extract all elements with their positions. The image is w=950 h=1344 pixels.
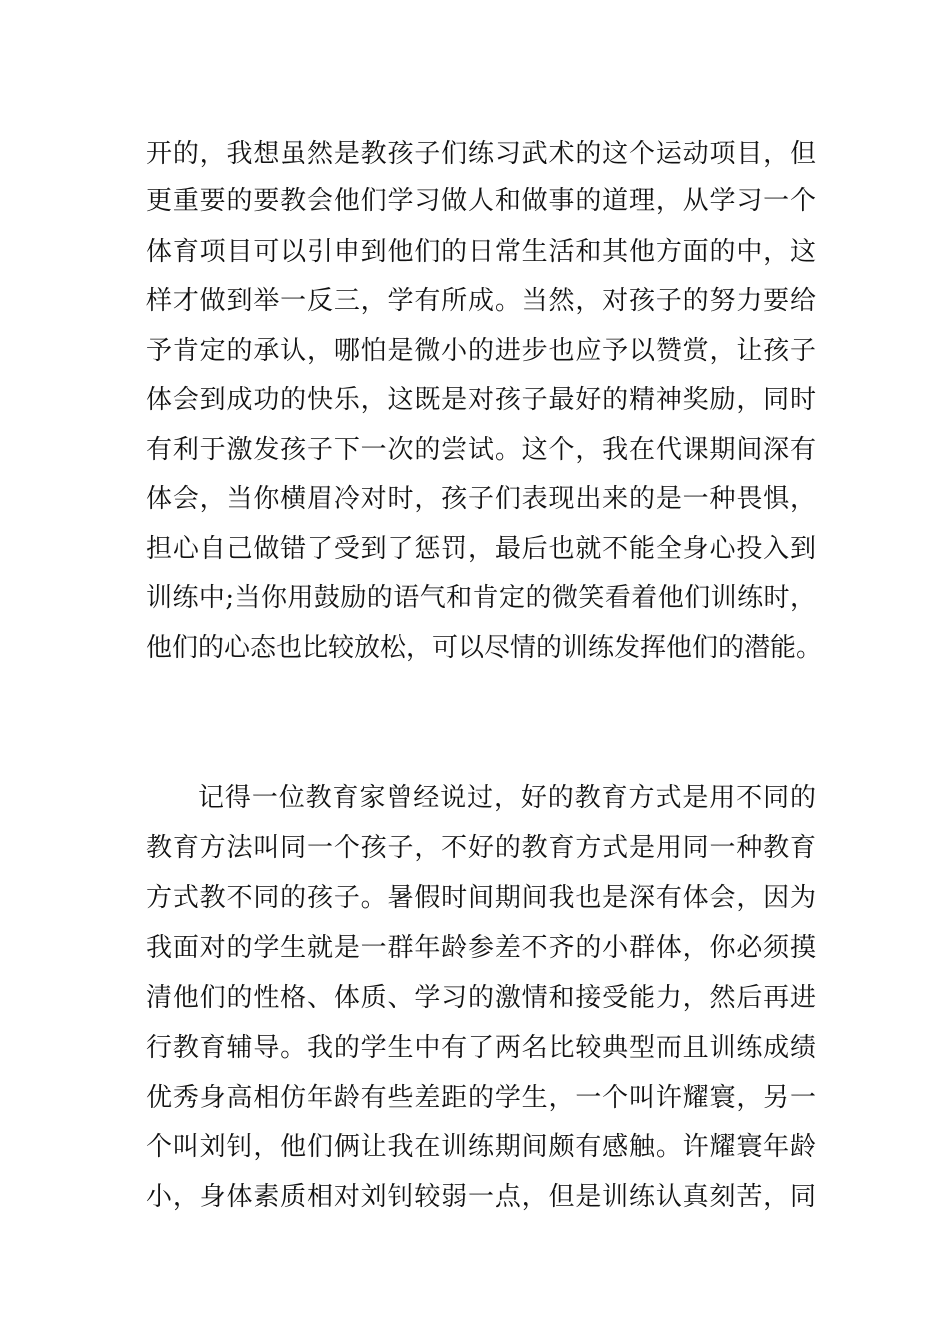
paragraph-line: 小，身体素质相对刘钊较弱一点，但是训练认真刻苦，同 (146, 1182, 816, 1212)
paragraph-line: 开的，我想虽然是教孩子们练习武术的这个运动项目，但 (146, 139, 816, 169)
paragraph-line: 体育项目可以引申到他们的日常生活和其他方面的中，这 (146, 237, 816, 267)
paragraph-line: 行教育辅导。我的学生中有了两名比较典型而且训练成绩 (146, 1033, 816, 1063)
paragraph-line: 方式教不同的孩子。暑假时间期间我也是深有体会，因为 (146, 883, 816, 913)
paragraph-line: 体会到成功的快乐，这既是对孩子最好的精神奖励，同时 (146, 385, 816, 415)
paragraph-line: 有利于激发孩子下一次的尝试。这个，我在代课期间深有 (146, 435, 816, 465)
paragraph-line: 担心自己做错了受到了惩罚，最后也就不能全身心投入到 (146, 534, 816, 564)
paragraph-line: 予肯定的承认，哪怕是微小的进步也应予以赞赏，让孩子 (146, 336, 816, 366)
paragraph-line: 体会，当你横眉冷对时，孩子们表现出来的是一种畏惧， (146, 484, 816, 514)
paragraph-line: 记得一位教育家曾经说过，好的教育方式是用不同的 (198, 783, 816, 813)
paragraph-line: 个叫刘钊，他们俩让我在训练期间颇有感触。许耀寰年龄 (146, 1132, 816, 1162)
paragraph-line: 样才做到举一反三，学有所成。当然，对孩子的努力要给 (146, 286, 816, 316)
paragraph-line: 他们的心态也比较放松，可以尽情的训练发挥他们的潜能。 (146, 633, 823, 663)
paragraph-line: 训练中;当你用鼓励的语气和肯定的微笑看着他们训练时， (146, 583, 816, 613)
paragraph-line: 清他们的性格、体质、学习的激情和接受能力，然后再进 (146, 983, 816, 1013)
paragraph-line: 优秀身高相仿年龄有些差距的学生，一个叫许耀寰，另一 (146, 1083, 816, 1113)
paragraph-line: 教育方法叫同一个孩子，不好的教育方式是用同一种教育 (146, 833, 816, 863)
paragraph-line: 我面对的学生就是一群年龄参差不齐的小群体，你必须摸 (146, 933, 816, 963)
paragraph-line: 更重要的要教会他们学习做人和做事的道理，从学习一个 (146, 186, 816, 216)
